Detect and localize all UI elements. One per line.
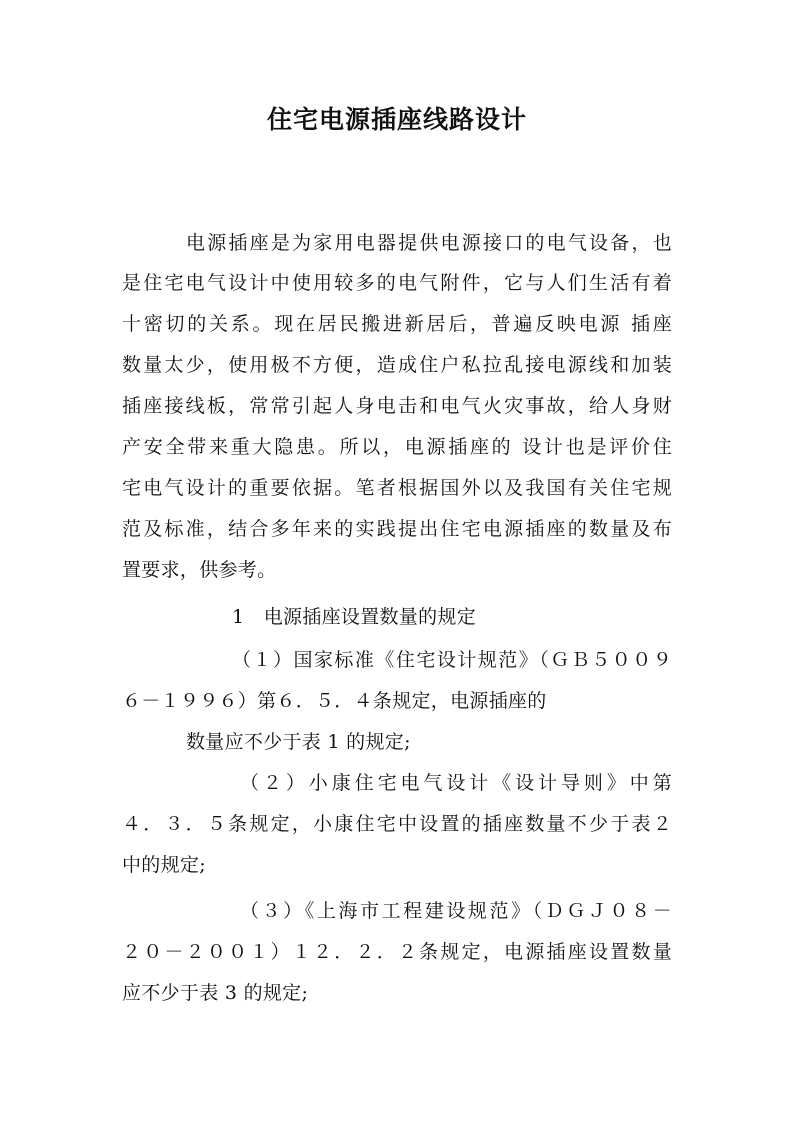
item1-line-1: （１）国家标准《住宅设计规范》（ＧＢ５００９ xyxy=(232,649,672,671)
intro-line-8: 范及标准，结合多年来的实践提出住宅电源插座的数量及布 xyxy=(122,518,672,540)
item2-line-2: ４．３．５条规定，小康住宅中设置的插座数量不少于表２ xyxy=(122,813,672,835)
intro-line-6: 产安全带来重大隐患。所以，电源插座的 设计也是评价住 xyxy=(122,436,672,458)
intro-line-9: 置要求，供参考。 xyxy=(122,559,277,581)
intro-line-1: 电源插座是为家用电器提供电源接口的电气设备，也 xyxy=(186,232,672,254)
item2-line-1: （２）小康住宅电气设计《设计导则》中第 xyxy=(240,772,672,794)
item1-line-3: 数量应不少于表 1 的规定; xyxy=(186,731,411,753)
item3-line-1: （３）《上海市工程建设规范》（ＤＧＪ０８－ xyxy=(240,900,672,922)
item1-line-2: ６－１９９６）第６．５．４条规定，电源插座的 xyxy=(122,690,547,712)
intro-line-3: 十密切的关系。现在居民搬进新居后，普遍反映电源 插座 xyxy=(122,313,672,335)
intro-line-4: 数量太少，使用极不方便，造成住户私拉乱接电源线和加装 xyxy=(122,354,672,376)
item3-line-3: 应不少于表 3 的规定; xyxy=(122,982,309,1004)
intro-line-5: 插座接线板，常常引起人身电击和电气火灾事故，给人身财 xyxy=(122,395,672,417)
intro-line-2: 是住宅电气设计中使用较多的电气附件，它与人们生活有着 xyxy=(122,272,672,294)
section-heading: 1 电源插座设置数量的规定 xyxy=(232,606,476,628)
document-title: 住宅电源插座线路设计 xyxy=(266,105,527,134)
intro-line-7: 宅电气设计的重要依据。笔者根据国外以及我国有关住宅规 xyxy=(122,477,672,499)
item2-line-3: 中的规定; xyxy=(122,854,206,876)
item3-line-2: ２０－２００１）１２．２．２条规定，电源插座设置数量 xyxy=(122,941,672,963)
